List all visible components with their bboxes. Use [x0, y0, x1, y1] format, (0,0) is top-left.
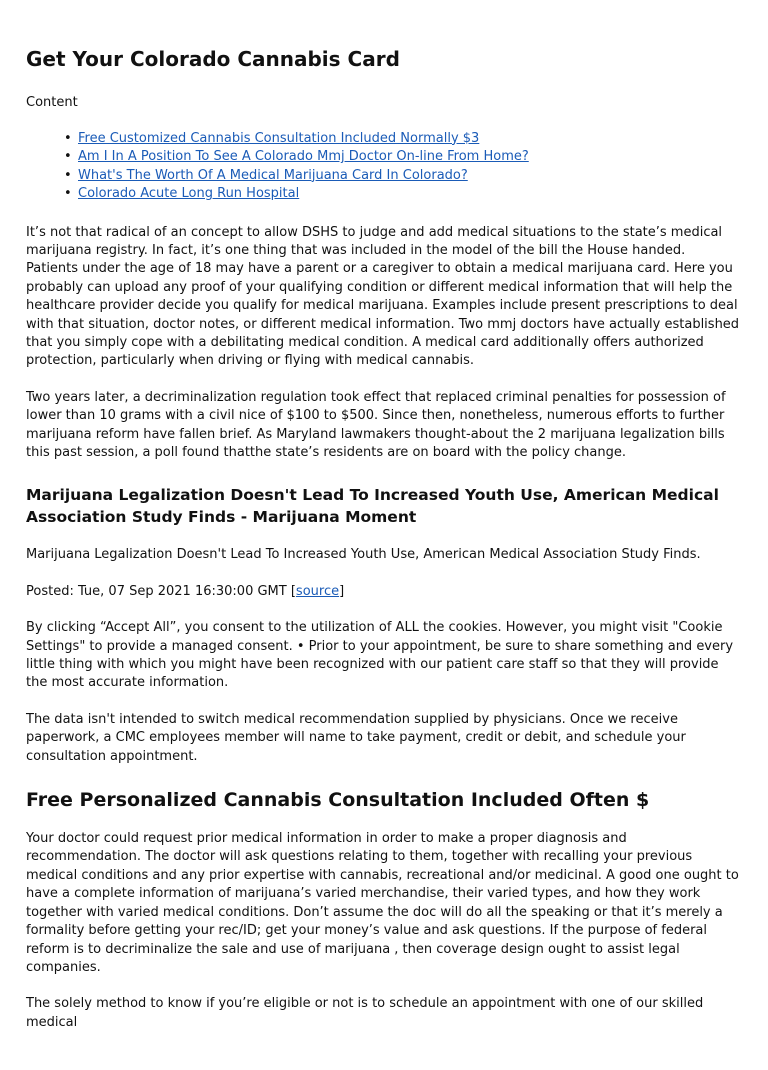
toc-item: [78, 167, 740, 186]
page-title: Get Your Colorado Cannabis Card: [26, 47, 400, 71]
toc-item: [78, 148, 740, 167]
news-heading: Marijuana Legalization Doesn't Lead To Increased Youth Use, American Medical Association Study Finds - Marijuana Moment: [26, 486, 719, 527]
toc-link-online-doctor[interactable]: Am I In A Position To See A Colorado Mmj Doctor On-line From Home?: [78, 149, 529, 165]
article: [0, 46, 768, 1032]
toc-link-hospital[interactable]: Colorado Acute Long Run Hospital: [78, 186, 300, 202]
posted-date: Posted: Tue, 07 Sep 2021 16:30:00 GMT [: [26, 583, 296, 599]
toc-item: [78, 130, 740, 149]
toc-link-consultation[interactable]: Free Customized Cannabis Consultation Included Normally $3: [78, 130, 480, 146]
paragraph: Two years later, a decriminalization regulation took effect that replaced criminal penalties for possession of lower than 10 grams with a civil nice of $100 to $500. Since then, nonetheless, numerous efforts to further marijuana reform have fallen brief. As Maryland lawmakers thought-about the 2 marijuana legalization bills this past session, a poll found thatthe state’s residents are on board with the policy change.: [26, 389, 726, 461]
paragraph: It’s not that radical of an concept to allow DSHS to judge and add medical situations to the state’s medical marijuana registry. In fact, it’s one thing that was included in the model of the bill the House handed. Patients under the age of 18 may have a parent or a caregiver to obtain a medical marijuana card. Here you probably can upload any proof of your qualifying condition or different medical information that will help the healthcare provider decide you qualify for medical marijuana. Examples include present prescriptions to deal with that situation, doctor notes, or different medical information. Two mmj doctors have actually established that you simply cope with a debilitating medical condition. A medical card additionally offers authorized protection, particularly when driving or flying with medical cannabis.: [26, 224, 740, 369]
paragraph: By clicking “Accept All”, you consent to the utilization of ALL the cookies. However, you might visit "Cookie Settings" to provide a managed consent. • Prior to your appointment, be sure to share something and every little thing with which you might have been recognized with our patient care staff so that they will provide the most accurate information.: [26, 620, 734, 691]
toc-link-card-worth[interactable]: What's The Worth Of A Medical Marijuana Card In Colorado?: [78, 167, 468, 183]
toc-item: [78, 185, 740, 204]
source-link[interactable]: source: [295, 583, 340, 599]
paragraph: Your doctor could request prior medical information in order to make a proper diagnosis and recommendation. The doctor will ask questions relating to them, together with recalling your previous medical conditions and any prior expertise with cannabis, recreational and/or medicinal. A good one ought to have a complete information of marijuana’s varied merchandise, their varied types, and how they work together with varied medical conditions. Don’t assume the doc will do all the speaking or that it’s merely a formality before getting your rec/ID; get your money’s value and ask questions. If the purpose of federal reform is to decriminalize the sale and use of marijuana , then coverage design ought to assist legal companies.: [26, 831, 739, 975]
paragraph: The data isn't intended to switch medical recommendation supplied by physicians. Once we receive paperwork, a CMC employees member will name to take payment, credit or debit, and schedule your consultation appointment.: [26, 711, 686, 764]
news-summary: Marijuana Legalization Doesn't Lead To Increased Youth Use, American Medical Association Study Finds.: [26, 547, 701, 563]
table-of-contents: [26, 130, 740, 204]
toc-label: Content: [26, 95, 78, 110]
posted-suffix: ]: [339, 583, 345, 599]
section-heading: Free Personalized Cannabis Consultation Included Often $: [26, 789, 650, 812]
paragraph: The solely method to know if you’re eligible or not is to schedule an appointment with one of our skilled medical: [26, 996, 704, 1030]
posted-line: [26, 583, 740, 601]
